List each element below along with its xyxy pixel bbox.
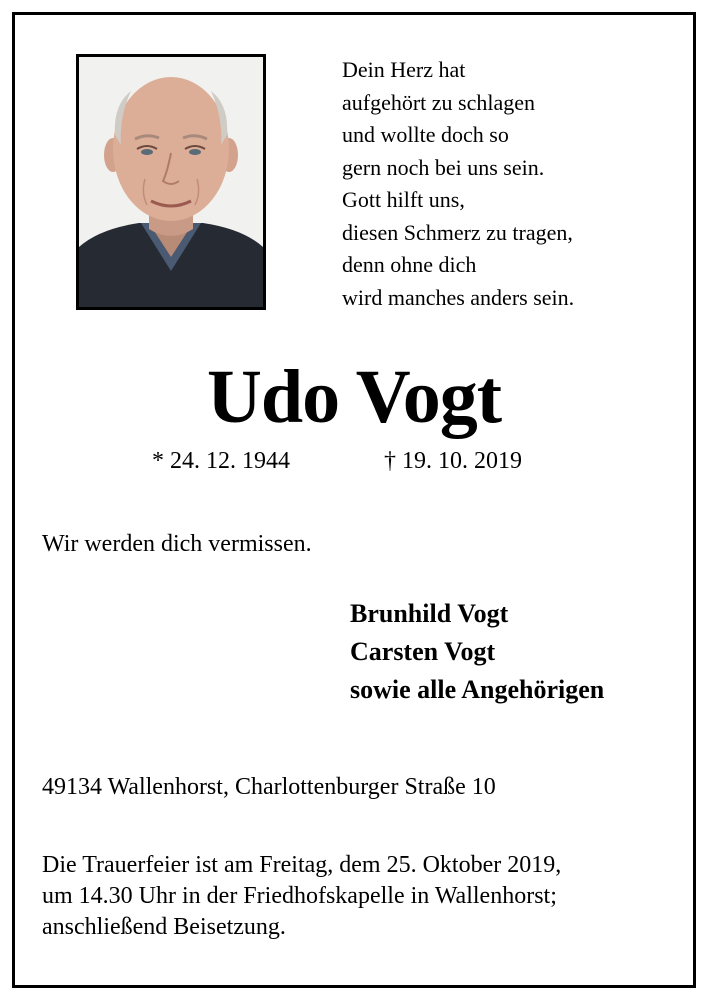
family-address: 49134 Wallenhorst, Charlottenburger Straße 10 [42,774,496,800]
death-date: † 19. 10. 2019 [384,448,522,474]
mourner-name: Brunhild Vogt [350,599,509,628]
funeral-notice [42,850,561,943]
poem-line: gern noch bei uns sein. [342,154,545,180]
funeral-line: um 14.30 Uhr in der Friedhofskapelle in Wallenhorst; [42,883,557,909]
deceased-name: Udo Vogt [207,355,501,439]
poem-line: Dein Herz hat [342,57,466,82]
poem [342,54,662,314]
funeral-line: anschließend Beisetzung. [42,914,286,940]
poem-line: wird manches anders sein. [342,284,575,310]
portrait-photo [76,54,266,310]
mourners-list [350,595,604,709]
mourner-name: Carsten Vogt [350,637,496,666]
poem-line: diesen Schmerz zu tragen, [342,219,573,245]
poem-line: und wollte doch so [342,122,509,147]
poem-line: denn ohne dich [342,252,477,277]
birth-date: * 24. 12. 1944 [152,448,290,474]
farewell-text: Wir werden dich vermissen. [42,531,312,557]
poem-line: Gott hilft uns, [342,187,465,212]
poem-line: aufgehört zu schlagen [342,89,536,115]
funeral-line: Die Trauerfeier ist am Freitag, dem 25. Oktober 2019, [42,852,562,878]
mourner-name: sowie alle Angehörigen [350,675,605,704]
